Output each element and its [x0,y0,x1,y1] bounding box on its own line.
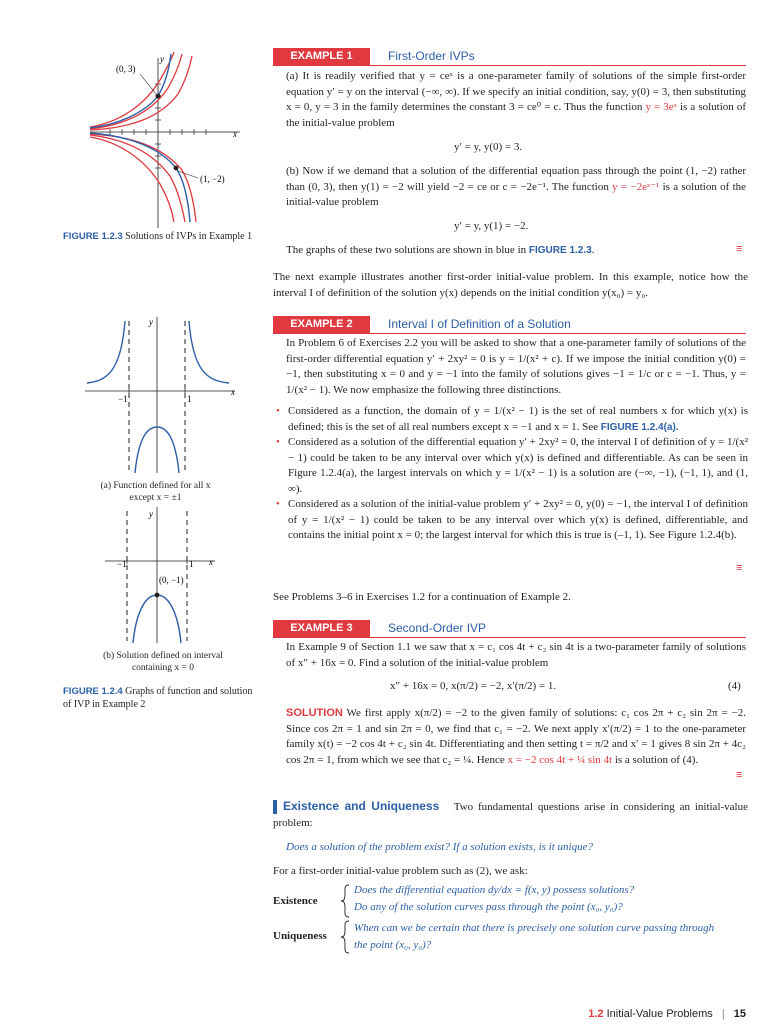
figure-1-2-4-caption [63,685,253,711]
end-of-example-icon: ≡ [736,769,743,781]
point-1-neg2 [174,166,179,171]
solution-label: SOLUTION [286,707,343,719]
point-0-3 [156,94,161,99]
axis-y-label: y [149,317,153,327]
figure-reference-link: FIGURE 1.2.4(a). [600,421,679,433]
example-1-part-b: (b) Now if we demand that a solution of the differential equation pass through the point (1, −2) rather than (0, 3), then y(1) = −2 will yield −2 = ce or c = −2e⁻¹. The function y = −2eˣ⁻¹ is a solution of the initial-value problem [286,165,747,208]
example-3-solution: SOLUTION We first apply x(π/2) = −2 to the given family of solutions: c₁ cos 2π + c₂ sin 2π = −2. Since cos 2π = 1 and sin 2π = 0, we find that c₁ = −2. We next apply x′(π/2) = 1 to the one-parameter family x(t) = −2 cos 4t + c₂ sin 4t. Differentiating and then setting t = π/2 and x′ = 1 gives 8 sin 2π + 4c₂ cos 2π = 1, from which we see that c₂ = ¼. Hence x = −2 cos 4t + ¼ sin 4t is a solution of (4). [286,707,746,766]
tick-label-neg: −1 [118,394,128,404]
end-of-example-icon: ≡ [736,243,743,255]
equation-number: (4) [728,680,741,692]
figure-1-2-3-caption [63,230,253,243]
section-number: 1.2 [588,1008,604,1020]
equation-b: y′ = y, y(1) = −2. [454,220,529,232]
existence-intro: Existence and Uniqueness Two fundamental questions arise in considering an initial-value problem: [273,799,748,829]
figure-1-2-4a-graph [85,315,245,475]
example-3-header [273,620,746,638]
axis-x-label: x [231,387,235,397]
equation-a: y′ = y, y(0) = 3. [454,141,523,153]
brace-icon [340,884,350,918]
first-order-ask: For a first-order initial-value problem such as (2), we ask: [273,865,528,877]
tick-label-neg: −1 [117,559,127,569]
brace-icon [340,920,350,954]
example-3-intro: In Example 9 of Section 1.1 we saw that x = c₁ cos 4t + c₂ sin 4t is a two-parameter family of solutions of x″ + 16x = 0. Find a solution of the initial-value problem [286,641,746,669]
see-problems-note: See Problems 3–6 in Exercises 1.2 for a continuation of Example 2. [273,591,571,603]
uniqueness-label: Uniqueness [273,930,327,942]
example-badge: EXAMPLE 1 [273,48,370,65]
example-2-distinctions [273,404,748,544]
axis-y-label: y [149,509,153,519]
example-badge: EXAMPLE 2 [273,316,370,333]
axis-y-label: y [160,54,164,64]
figure-caption-text: Graphs of function and solution of IVP in Example 2 [63,686,253,710]
figure-1-2-4b-caption: (b) Solution defined on interval containing x = 0 [103,651,223,673]
existence-question-1: Does the differential equation dy/dx = f(x, y) possess solutions? [354,884,635,896]
highlighted-solution: y = 3eˣ [645,101,677,113]
existence-label: Existence [273,895,318,907]
bullet-de-solution: • Considered as a solution of the differential equation y′ + 2xy² = 0, the interval I of definition of y = 1/(x² − 1) could be taken to be any interval over which y(x) is defined and differentiable. As can be seen in Figure 1.2.4(a), the largest intervals on which y = 1/(x² − 1) is a solution are (−∞, −1), (−1, 1), and (1, ∞). [273,435,748,497]
figure-1-2-3-graph [90,50,250,230]
equation-4: x″ + 16x = 0, x(π/2) = −2, x′(π/2) = 1. [390,680,557,692]
example-title: Second-Order IVP [388,621,487,635]
transition-paragraph: The next example illustrates another first-order initial-value problem. In this example, notice how the interval I of definition of the solution y(x) depends on the initial condition y(x₀) = y₀. [273,271,748,299]
section-title: Initial-Value Problems [606,1008,713,1020]
bullet-function: • Considered as a function, the domain of y = 1/(x² − 1) is the set of real numbers x for which y(x) is defined; this is the set of all real numbers except x = −1 and x = 1. See FIGURE 1.2.4(a). [273,404,748,435]
example-title: Interval I of Definition of a Solution [388,317,571,331]
page-footer: 1.2 Initial-Value Problems | 15 [588,1008,746,1020]
example-2-header [273,316,746,334]
tick-label-pos: 1 [187,394,192,404]
example-1-graphs-note: The graphs of these two solutions are shown in blue in FIGURE 1.2.3. [286,244,595,256]
section-heading: Existence and Uniqueness [283,799,440,813]
uniqueness-question-1: When can we be certain that there is precisely one solution curve passing through [354,922,715,934]
figure-label: FIGURE 1.2.4 [63,686,123,697]
highlighted-solution: y = −2eˣ⁻¹ [612,180,660,193]
figure-1-2-4a-caption: (a) Function defined for all x except x = ±1 [100,481,211,503]
axis-x-label: x [233,129,237,139]
fundamental-question: Does a solution of the problem exist? If a solution exists, is it unique? [286,841,593,853]
highlighted-solution: x = −2 cos 4t + ¼ sin 4t [507,753,613,766]
tick-label-pos: 1 [189,559,194,569]
figure-1-2-4b-graph [105,505,225,645]
uniqueness-question-2: the point (x₀, y₀)? [354,939,432,951]
existence-question-2: Do any of the solution curves pass through the point (x₀, y₀)? [354,901,623,913]
figure-reference-link: FIGURE 1.2.3 [528,245,592,256]
page-number: 15 [733,1008,746,1020]
example-title: First-Order IVPs [388,49,475,63]
figure-caption-text: Solutions of IVPs in Example 1 [125,231,253,242]
example-1-part-a: (a) It is readily verified that y = ceˣ is a one-parameter family of solutions of the simple first-order equation y′ = y on the interval (−∞, ∞). If we specify an initial condition, say, y(0) = 3, then substituting x = 0, y = 3 in the family determines the constant 3 = ce⁰ = c. Thus the function y = 3eˣ is a solution of the initial-value problem [286,70,747,129]
axis-x-label: x [209,557,213,567]
end-of-example-icon: ≡ [736,562,743,574]
example-1-header [273,48,746,66]
point-label: (0, −1) [159,575,184,585]
point-0-neg1 [155,593,160,598]
bullet-ivp-solution: • Considered as a solution of the initial-value problem y′ + 2xy² = 0, y(0) = −1, the interval I of definition of y = 1/(x² − 1) could be taken to be any interval over which y(x) is defined, differentiable, and contains the initial point x = 0; the largest interval for which this is true is (–1, 1). See Figure 1.2.4(b). [273,497,748,544]
point-a-label: (0, 3) [116,64,136,74]
example-badge: EXAMPLE 3 [273,620,370,637]
example-2-intro: In Problem 6 of Exercises 2.2 you will be asked to show that a one-parameter family of solutions of the first-order differential equation y′ + 2xy² = 0 is y = 1/(x² + c). If we impose the initial condition y(0) = −1, then substituting x = 0 and y = −1 into the family of solutions gives −1 = 1/c or c = −1. Thus, y = 1/(x² − 1). We now emphasize the following three distinctions. [286,337,746,396]
figure-label: FIGURE 1.2.3 [63,231,123,242]
point-b-label: (1, −2) [200,174,225,184]
